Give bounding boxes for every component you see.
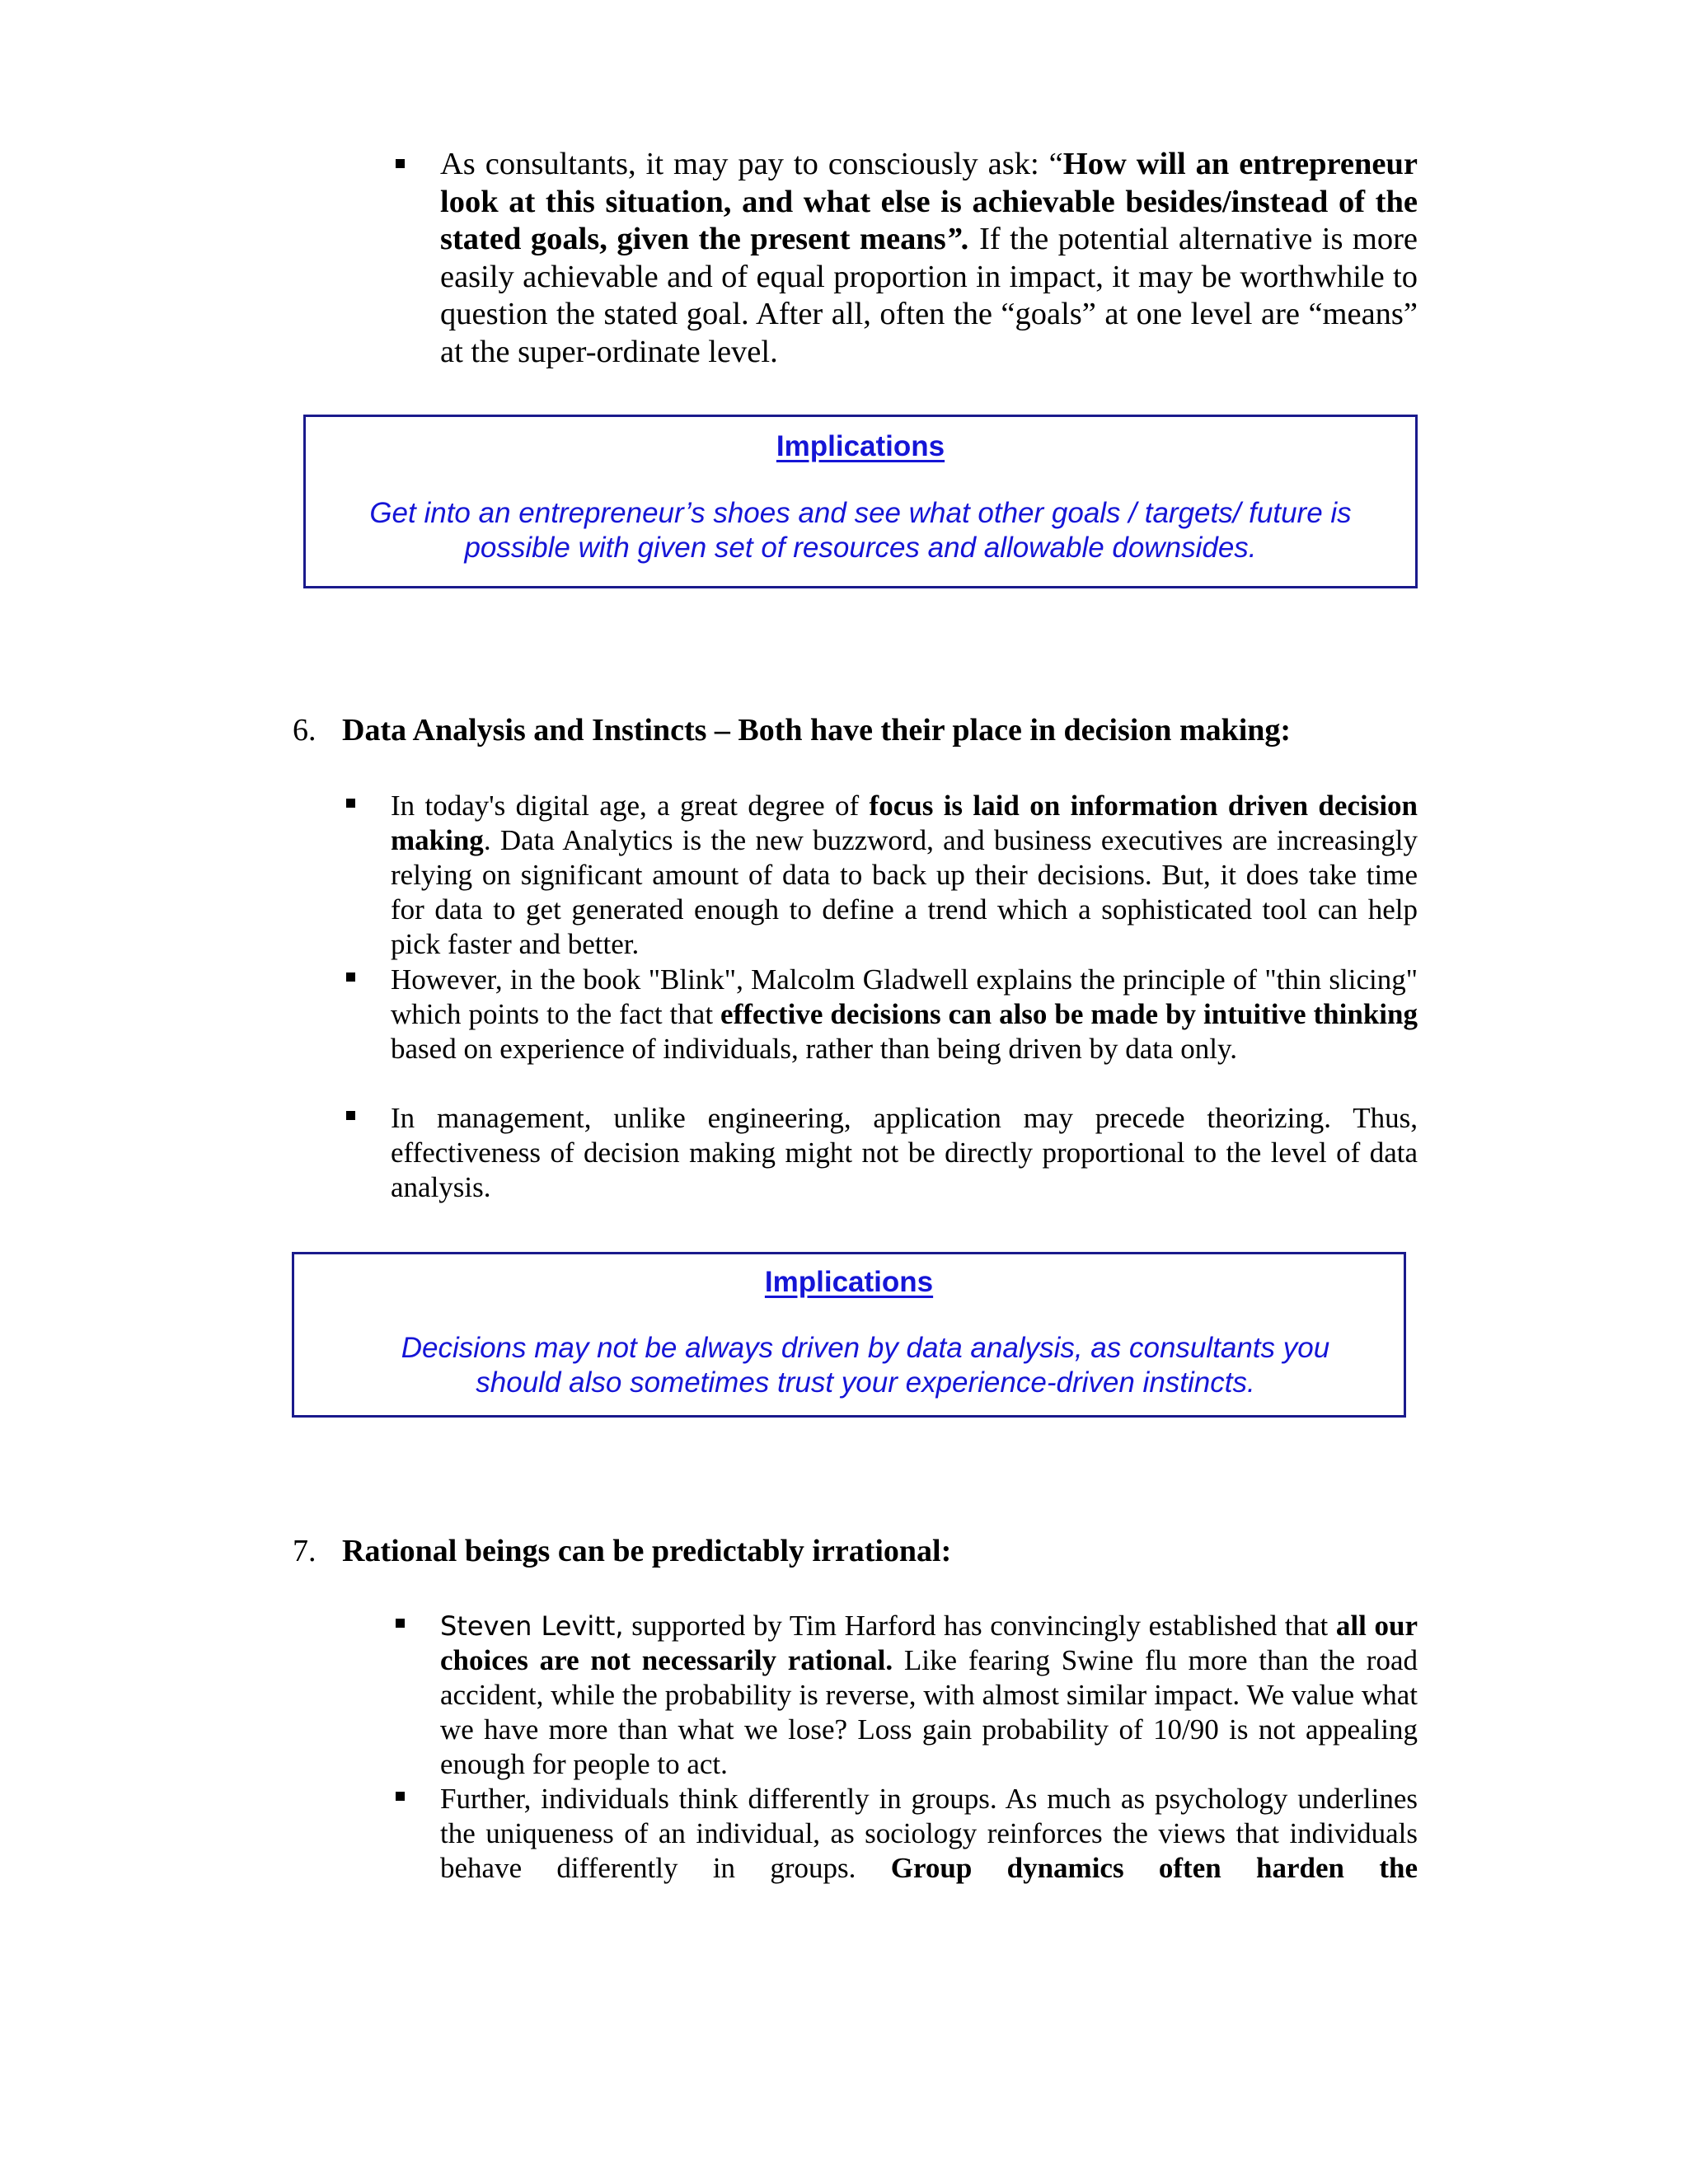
section-title: Rational beings can be predictably irrational: [342, 1534, 952, 1568]
text: Like fearing Swine flu more than the road accident, while the probability is reverse, with almost similar impact. We value what we have more than what we lose? Loss gain probability of 10/90 is not appealing enough for people to act. [440, 1644, 1418, 1780]
bold-text: How will an entrepreneur look at this situation, and what else is achievable besides/instead of the stated goals, given the present means [440, 147, 1418, 256]
implications-line: possible with given set of resources and allowable downsides. [464, 532, 1257, 564]
paragraph-levitt [440, 1609, 1418, 1782]
implications-line: Decisions may not be always driven by data analysis, as consultants you [401, 1332, 1330, 1364]
text: Further, individuals think differently in groups. As much as psychology underlines the uniqueness of an individual, as sociology reinforces the views that individuals behave differently in groups. [440, 1783, 1418, 1884]
implications-text [294, 1331, 1404, 1400]
text: In management, unlike engineering, application may precede theorizing. Thus, effectiveness of decision making might not be directly proportional to the level of data analysis. [391, 1102, 1418, 1203]
implications-box [303, 415, 1418, 588]
implications-line: should also sometimes trust your experience-driven instincts. [476, 1366, 1255, 1399]
paragraph-digital-age [391, 789, 1418, 962]
bullet-marker [396, 1619, 405, 1628]
implications-text [306, 496, 1415, 565]
paragraph-groups [440, 1782, 1418, 1886]
text: supported by Tim Harford has convincingly established that [623, 1610, 1336, 1642]
paragraph-management [391, 1101, 1418, 1205]
section-number: 7. [293, 1534, 316, 1568]
text: If the potential alternative is more easily achievable and of equal proportion in impact, it may be worthwhile to question the stated goal. After all, often the “goals” at one level are “means” at the super-ordinate level. [440, 222, 1418, 369]
bullet-marker [396, 1792, 405, 1801]
bold-text: Group dynamics often harden the [890, 1852, 1418, 1884]
implications-box [292, 1252, 1406, 1418]
section-number: 6. [293, 713, 316, 748]
text: based on experience of individuals, rather than being driven by data only. [391, 1033, 1237, 1065]
implications-title: Implications [764, 1266, 934, 1298]
paragraph-consultants [440, 146, 1418, 371]
bullet-marker [346, 1111, 355, 1120]
section-title: Data Analysis and Instincts – Both have their place in decision making: [342, 713, 1292, 748]
bold-text: focus is laid on information driven decision making [391, 790, 1418, 856]
text: Steven Levitt, [440, 1610, 624, 1642]
bold-text: effective decisions can also be made by intuitive thinking [720, 998, 1418, 1030]
bullet-marker [346, 799, 355, 808]
paragraph-blink [391, 963, 1418, 1066]
text: As consultants, it may pay to consciously ask: “ [440, 147, 1063, 181]
text: However, in the book "Blink", Malcolm Gladwell explains the principle of "thin slicing" which points to the fact that [391, 963, 1418, 1030]
bullet-marker [396, 159, 405, 168]
bullet-marker [346, 972, 355, 982]
bold-text: all our choices are not necessarily rational. [440, 1610, 1418, 1676]
implications-title: Implications [776, 430, 945, 462]
implications-line: Get into an entrepreneur’s shoes and see what other goals / targets/ future is [369, 497, 1352, 529]
text: In today's digital age, a great degree of [391, 790, 870, 822]
text: . Data Analytics is the new buzzword, and business executives are increasingly relying on significant amount of data to back up their decisions. But, it does take time for data to get generated enough to define a trend which a sophisticated tool can help pick faster and better. [391, 824, 1418, 960]
bold-text: ”. [945, 222, 970, 256]
